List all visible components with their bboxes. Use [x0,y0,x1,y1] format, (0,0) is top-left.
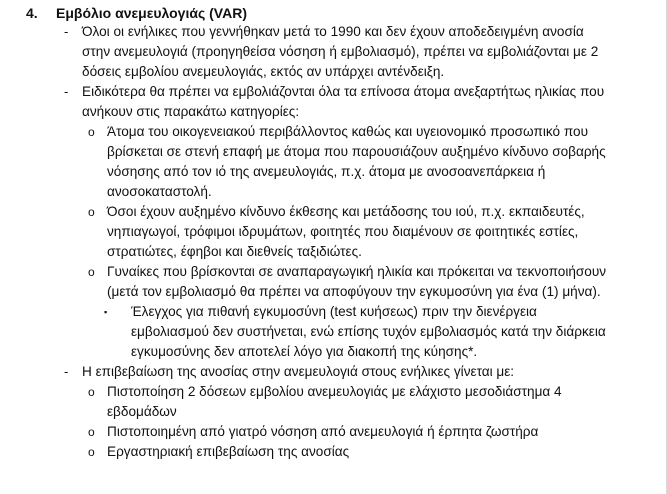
section-number: 4. [26,5,38,21]
paragraph-line: ανήκουν στις παρακάτω κατηγορίες: [82,104,300,119]
circle-bullet-icon: o [88,125,95,139]
list-item-line: ανοσοκαταστολή. [107,184,212,199]
paragraph-line: Ειδικότερα θα πρέπει να εμβολιάζονται όλα τα επίνοσα άτομα ανεξαρτήτως ηλικίας που [82,84,605,99]
dash-bullet-icon: - [64,84,69,99]
paragraph-line: Η επιβεβαίωση της ανοσίας στην ανεμευλογιά στους ενήλικες γίνεται με: [82,364,515,379]
dash-bullet-icon: - [64,24,69,39]
paragraph-line: στην ανεμευλογιά (προηγηθείσα νόσηση ή εμβολιασμό), πρέπει να εμβολιάζονται με 2 [82,44,599,59]
list-item-line: στρατιώτες, έφηβοι και διεθνείς ταξιδιώτες. [107,244,362,259]
list-item-line: Πιστοποίηση 2 δόσεων εμβολίου ανεμευλογιάς με ελάχιστο μεσοδιάστημα 4 [107,384,562,399]
list-item-line: Πιστοποιημένη από γιατρό νόσηση από ανεμευλογιά ή έρπητα ζωστήρα [107,424,539,439]
list-item-line: Έλεγχος για πιθανή εγκυμοσύνη (test κυήσεως) πριν την διενέργεια [131,304,537,319]
list-item-line: νόσησης από τον ιό της ανεμευλογιάς, π.χ. άτομα με ανοσοανεπάρκεια ή [107,164,546,179]
dash-bullet-icon: - [64,364,69,379]
circle-bullet-icon: o [88,445,95,459]
list-item-line: Εργαστηριακή επιβεβαίωση της ανοσίας [107,444,350,459]
circle-bullet-icon: o [88,385,95,399]
circle-bullet-icon: o [88,265,95,279]
section-title: Εμβόλιο ανεμευλογιάς (VAR) [56,5,247,21]
square-bullet-icon: ▪ [104,307,108,317]
circle-bullet-icon: o [88,425,95,439]
list-item-line: εγκυμοσύνης δεν αποτελεί λόγο για διακοπή της κύησης*. [131,344,478,359]
list-item-line: νηπιαγωγοί, τρόφιμοι ιδρυμάτων, φοιτητές που διαμένουν σε φοιτητικές εστίες, [107,224,579,239]
list-item-line: Γυναίκες που βρίσκονται σε αναπαραγωγική ηλικία και πρόκειται να τεκνοποιήσουν [107,264,607,279]
list-item-line: Άτομα του οικογενειακού περιβάλλοντος καθώς και υγειονομικό προσωπικό που [107,124,589,139]
list-item-line: εμβολιασμού δεν συστήνεται, ενώ επίσης τυχόν εμβολιασμός κατά την διάρκεια [131,324,606,339]
paragraph-line: δόσεις εμβολίου ανεμευλογιάς, εκτός αν υπάρχει αντένδειξη. [82,64,445,79]
list-item-line: (μετά τον εμβολιασμό θα πρέπει να αποφύγουν την εγκυμοσύνη για ένα (1) μήνα). [107,284,601,299]
paragraph-line: Όλοι οι ενήλικες που γεννήθηκαν μετά το 1990 και δεν έχουν αποδεδειγμένη ανοσία [82,24,584,39]
list-item-line: βρίσκεται σε στενή επαφή με άτομα που παρουσιάζουν αυξημένο κίνδυνο σοβαρής [107,144,606,159]
list-item-line: Όσοι έχουν αυξημένο κίνδυνο έκθεσης και μετάδοσης του ιού, π.χ. εκπαιδευτές, [107,204,585,219]
section-heading [26,5,247,21]
list-item-line: εβδομάδων [107,404,177,419]
circle-bullet-icon: o [88,205,95,219]
